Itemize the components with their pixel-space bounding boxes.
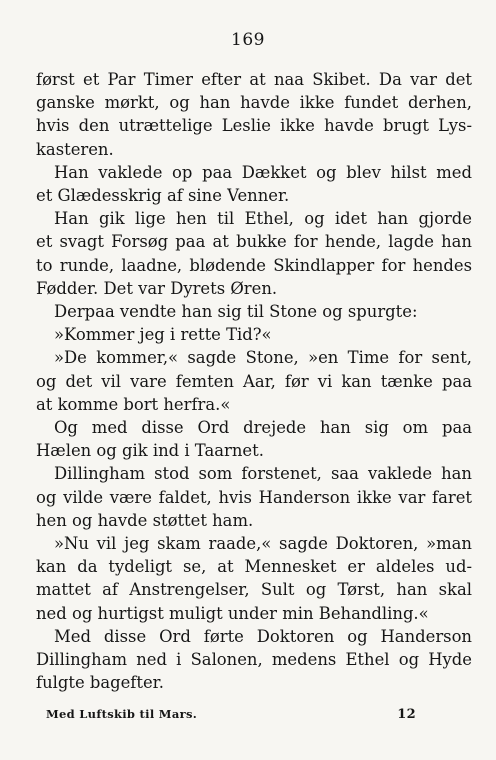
text-line: mattet af Anstrengelser, Sult og Tørst, han skal [36, 580, 472, 600]
text-line: Fødder. Det var Dyrets Øren. [36, 278, 278, 298]
text-line: Han vaklede op paa Dækket og blev hilst med [54, 162, 472, 182]
text-line: og vilde være faldet, hvis Handerson ikke var faret [36, 487, 472, 507]
text-line: Med disse Ord førte Doktoren og Handerson [54, 626, 472, 646]
text-line: et Glædesskrig af sine Venner. [36, 186, 290, 206]
text-line: kan da tydeligt se, at Mennesket er aldeles ud- [36, 557, 472, 577]
text-line: hvis den utrættelige Leslie ikke havde brugt Lys- [36, 116, 472, 136]
text-line: »De kommer,« sagde Stone, »en Time for sent, [54, 348, 472, 368]
signature-mark: 12 [397, 707, 416, 722]
text-line: Derpaa vendte han sig til Stone og spurgte: [54, 302, 418, 322]
body-text [36, 68, 472, 694]
text-line: hen og havde støttet ham. [36, 510, 254, 530]
text-line: Dillingham stod som forstenet, saa vaklede han [54, 464, 472, 484]
text-line: og det vil vare femten Aar, før vi kan tænke paa [36, 371, 472, 391]
page-footer [46, 707, 416, 722]
text-line: at komme bort herfra.« [36, 394, 231, 414]
page-number: 169 [231, 30, 265, 50]
text-line: et svagt Forsøg paa at bukke for hende, lagde han [36, 232, 472, 252]
text-line: Dillingham ned i Salonen, medens Ethel og Hyde [36, 650, 472, 670]
text-line: kasteren. [36, 139, 114, 159]
text-line: »Nu vil jeg skam raade,« sagde Doktoren, »man [54, 534, 472, 554]
text-line: Og med disse Ord drejede han sig om paa [54, 418, 472, 438]
text-line: først et Par Timer efter at naa Skibet. Da var det [36, 70, 472, 89]
text-line: Han gik lige hen til Ethel, og idet han gjorde [54, 209, 472, 229]
text-line: ned og hurtigst muligt under min Behandling.« [36, 603, 429, 623]
text-line: ganske mørkt, og han havde ikke fundet derhen, [36, 93, 472, 113]
text-line: to runde, laadne, blødende Skindlapper for hendes [36, 255, 472, 275]
footer-book-title: Med Luftskib til Mars. [46, 707, 198, 721]
text-line: fulgte bagefter. [36, 673, 164, 693]
text-line: Hælen og gik ind i Taarnet. [36, 441, 264, 461]
text-line: »Kommer jeg i rette Tid?« [54, 325, 272, 345]
